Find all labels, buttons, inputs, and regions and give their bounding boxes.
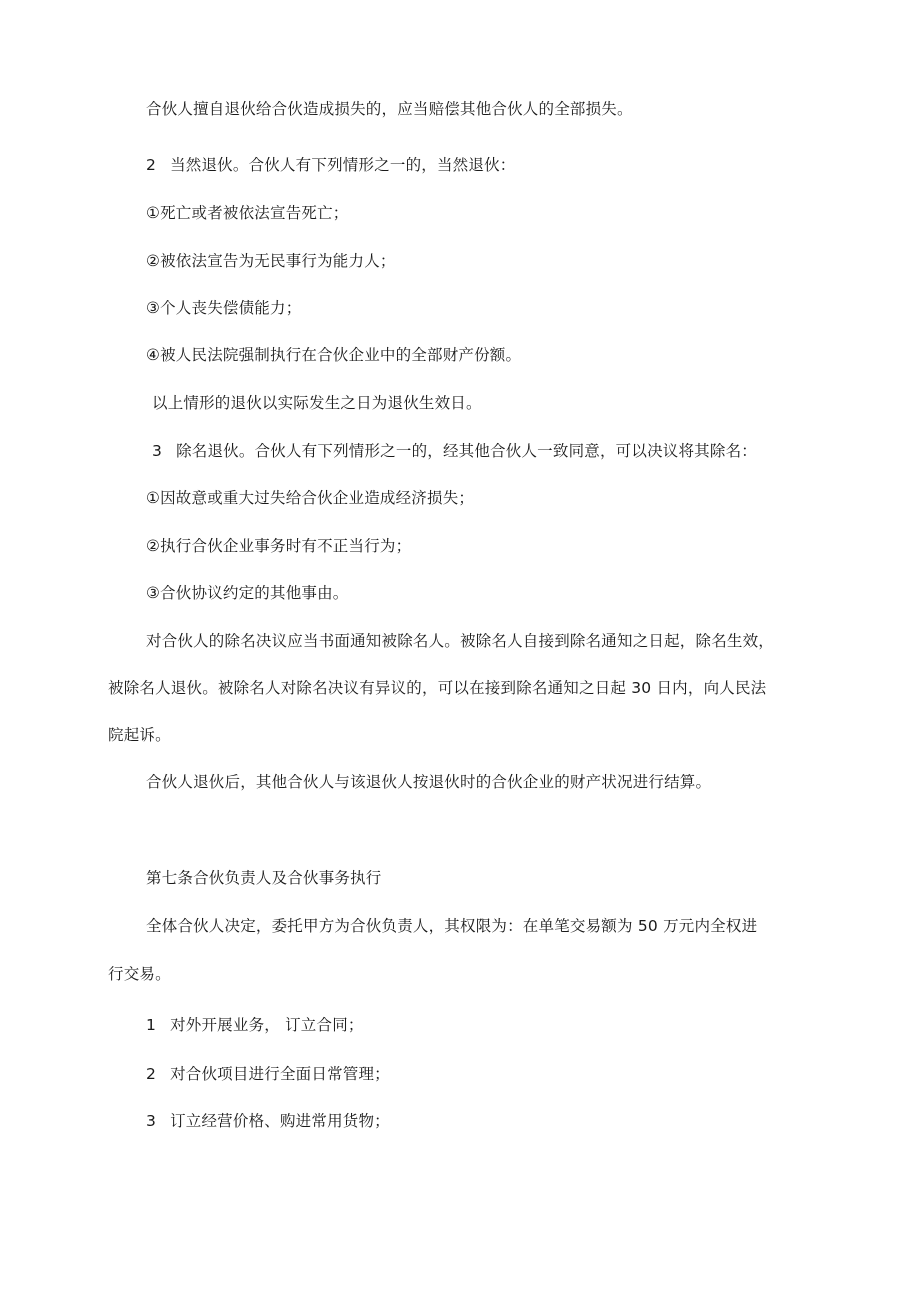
list-item: ④被人民法院强制执行在合伙企业中的全部财产份额。: [146, 346, 522, 364]
paragraph: 行交易。: [108, 965, 171, 983]
list-item: 3 订立经营价格、购进常用货物；: [146, 1112, 390, 1130]
paragraph: 以上情形的退伙以实际发生之日为退伙生效日。: [152, 394, 482, 412]
paragraph: 全体合伙人决定，委托甲方为合伙负责人，其权限为：在单笔交易额为 50 万元内全权进: [146, 917, 758, 935]
list-item: ②被依法宣告为无民事行为能力人；: [146, 252, 396, 270]
paragraph: 被除名人退伙。被除名人对除名决议有异议的，可以在接到除名通知之日起 30 日内，向人民法: [108, 679, 767, 697]
list-item: 2 对合伙项目进行全面日常管理；: [146, 1065, 390, 1083]
paragraph: 合伙人擅自退伙给合伙造成损失的，应当赔偿其他合伙人的全部损失。: [146, 100, 633, 118]
paragraph: 合伙人退伙后，其他合伙人与该退伙人按退伙时的合伙企业的财产状况进行结算。: [146, 773, 712, 791]
list-item: 1 对外开展业务， 订立合同；: [146, 1016, 364, 1034]
list-number: 2: [146, 1065, 157, 1083]
list-item: ①死亡或者被依法宣告死亡；: [146, 204, 349, 222]
list-item: ②执行合伙企业事务时有不正当行为；: [146, 537, 412, 555]
list-number: 1: [146, 1016, 157, 1034]
paragraph: 院起诉。: [108, 726, 171, 744]
list-number: 2: [146, 156, 157, 174]
paragraph: 对合伙人的除名决议应当书面通知被除名人。被除名人自接到除名通知之日起，除名生效，: [146, 632, 775, 650]
list-item: ③个人丧失偿债能力；: [146, 299, 302, 317]
list-item: ①因故意或重大过失给合伙企业造成经济损失；: [146, 489, 475, 507]
list-number: 3: [152, 442, 163, 460]
list-item: 2 当然退伙。合伙人有下列情形之一的，当然退伙：: [146, 156, 516, 174]
section-heading: 第七条合伙负责人及合伙事务执行: [146, 869, 382, 887]
list-item: 3 除名退伙。合伙人有下列情形之一的，经其他合伙人一致同意，可以决议将其除名：: [152, 442, 757, 460]
list-number: 3: [146, 1112, 157, 1130]
list-item: ③合伙协议约定的其他事由。: [146, 584, 349, 602]
